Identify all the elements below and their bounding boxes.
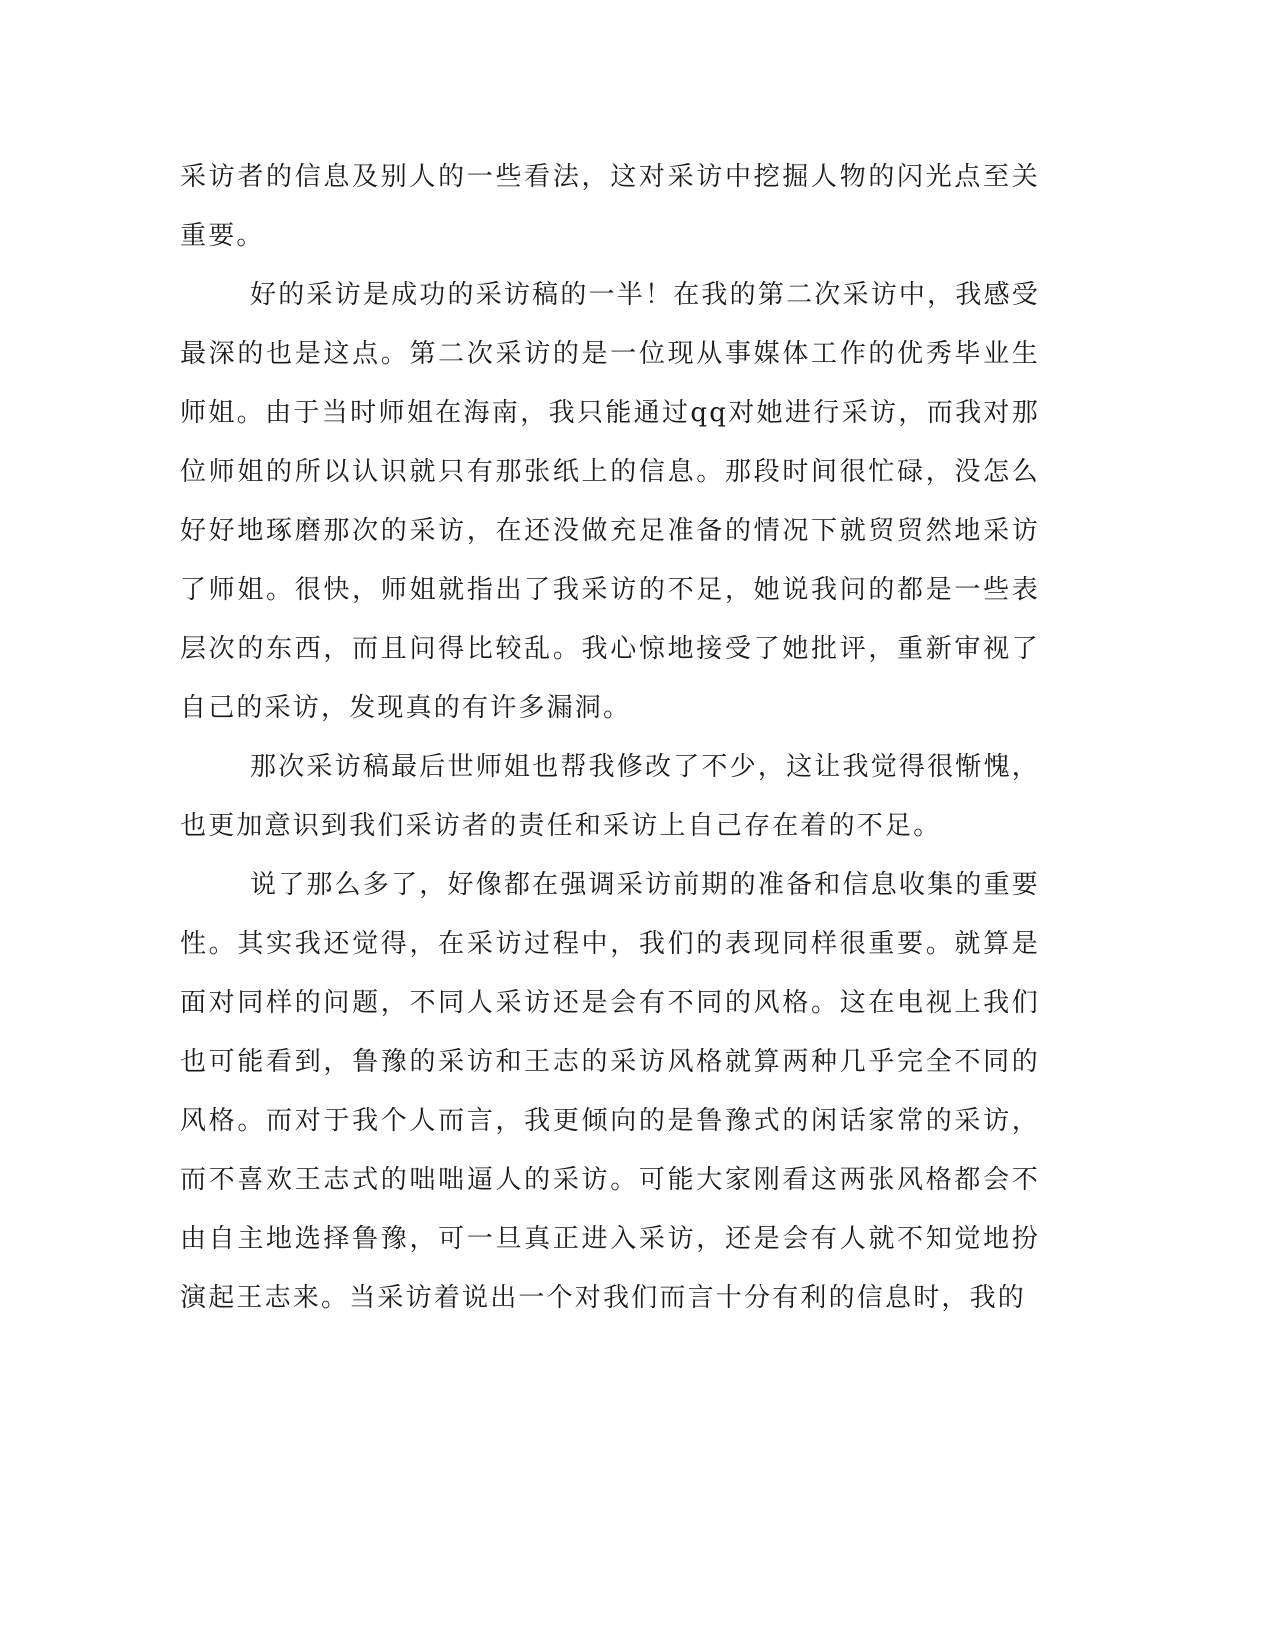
paragraph-continuation: 采访者的信息及别人的一些看法，这对采访中挖掘人物的闪光点至关重要。 [180, 162, 1040, 251]
paragraph-revision: 那次采访稿最后世师姐也帮我修改了不少，这让我觉得很惭愧，也更加意识到我们采访者的责任和采访上自己存在着的不足。 [180, 752, 1040, 841]
paragraph-second-interview: 好的采访是成功的采访稿的一半！在我的第二次采访中，我感受最深的也是这点。第二次采访的是一位现从事媒体工作的优秀毕业生师姐。由于当时师姐在海南，我只能通过qq对她进行采访，而我对那位师姐的所以认识就只有那张纸上的信息。那段时间很忙碌，没怎么好好地琢磨那次的采访，在还没做充足准备的情况下就贸贸然地采访了师姐。很快，师姐就指出了我采访的不足，她说我问的都是一些表层次的东西，而且问得比较乱。我心惊地接受了她批评，重新审视了自己的采访，发现真的有许多漏洞。 [180, 280, 1040, 723]
document-body [180, 148, 1040, 1328]
paragraph-interview-style: 说了那么多了，好像都在强调采访前期的准备和信息收集的重要性。其实我还觉得，在采访过程中，我们的表现同样很重要。就算是面对同样的问题，不同人采访还是会有不同的风格。这在电视上我们也可能看到，鲁豫的采访和王志的采访风格就算两种几乎完全不同的风格。而对于我个人而言，我更倾向的是鲁豫式的闲话家常的采访，而不喜欢王志式的咄咄逼人的采访。可能大家刚看这两张风格都会不由自主地选择鲁豫，可一旦真正进入采访，还是会有人就不知觉地扮演起王志来。当采访着说出一个对我们而言十分有利的信息时，我的 [180, 870, 1040, 1313]
